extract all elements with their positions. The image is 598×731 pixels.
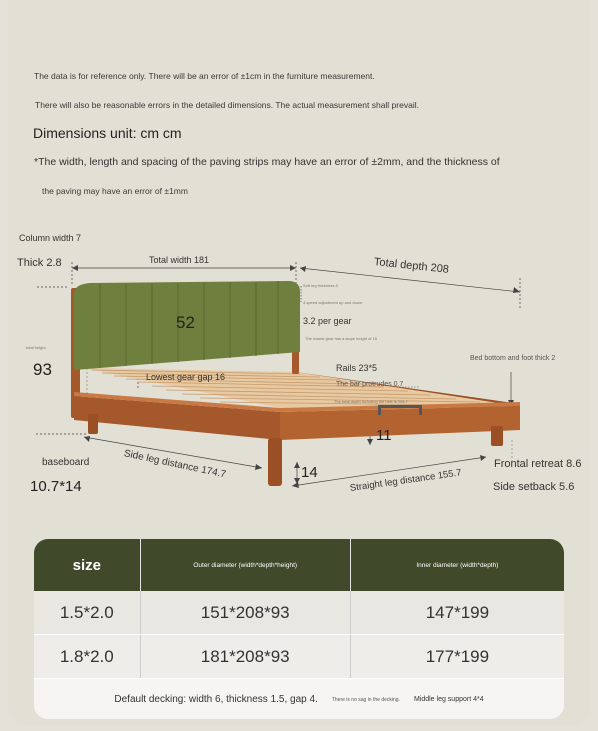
frontal-retreat-label: Frontal retreat 8.6: [494, 458, 582, 470]
baseboard-label: baseboard: [42, 457, 90, 468]
soft-leg-label: Soft leg thickness 8: [303, 283, 338, 288]
rail-height-label: 11: [376, 427, 392, 444]
lowest-gear-slope-label: The lowest gear has a slope height of 16: [305, 336, 378, 341]
straight-leg-distance-label: Straight leg distance 155.7: [349, 467, 463, 494]
thick-label: Thick 2.8: [17, 257, 62, 269]
cell-outer: 181*208*93: [140, 635, 350, 678]
side-leg-distance-label: Side leg distance 174.7: [122, 448, 227, 481]
rails-label: Rails 23*5: [336, 363, 378, 373]
cell-inner: 147*199: [350, 591, 564, 634]
note-error-1cm: The data is for reference only. There will be an error of ±1cm in the furniture measurement.: [34, 71, 375, 81]
cell-inner: 177*199: [350, 635, 564, 678]
table-row: [34, 591, 564, 634]
header-size: size: [72, 556, 101, 574]
speed-adjust-label: 4 speed adjustment up and down: [303, 300, 362, 305]
leg-height-label: 14: [301, 464, 318, 481]
no-sag-note: There is no sag in the decking.: [331, 696, 400, 703]
note-paving-strips: *The width, length and spacing of the paving strips may have an error of ±2mm, and the thickness of: [34, 156, 500, 168]
total-height-caption: total height: [26, 345, 46, 350]
table-header: [34, 539, 564, 591]
table-footer: [34, 678, 564, 719]
table-row: [34, 634, 564, 678]
bed-bottom-label: Bed bottom and foot thick 2: [470, 355, 556, 362]
total-depth-rails-label: The total depth including the rails is 208.7: [334, 399, 408, 404]
header-outer-diameter: Outer diameter (width*depth*height): [140, 539, 350, 591]
lowest-gear-gap-label: Lowest gear gap 16: [146, 372, 226, 382]
headboard-height-label: 52: [176, 313, 195, 332]
side-setback-label: Side setback 5.6: [493, 481, 575, 493]
note-paving-thickness: the paving may have an error of ±1mm: [42, 186, 188, 196]
default-decking-note: Default decking: width 6, thickness 1.5, gap 4.: [114, 694, 318, 705]
bar-protrudes-label: The bar protrudes 0.7: [336, 381, 404, 388]
total-depth-label: Total depth 208: [373, 256, 450, 276]
header-inner-diameter: Inner diameter (width*depth): [350, 539, 564, 591]
total-width-label: Total width 181: [149, 255, 210, 265]
middle-leg-note: Middle leg support 4*4: [413, 696, 484, 703]
dimensions-unit-heading: Dimensions unit: cm cm: [33, 125, 182, 141]
cell-outer: 151*208*93: [140, 591, 350, 634]
size-table: [34, 539, 564, 719]
note-reasonable-errors: There will also be reasonable errors in the detailed dimensions. The actual measurement shall prevail.: [35, 100, 419, 110]
baseboard-size-label: 10.7*14: [30, 478, 82, 495]
total-height-value: 93: [33, 360, 52, 379]
per-gear-label: 3.2 per gear: [303, 316, 352, 326]
cell-size: 1.8*2.0: [59, 646, 114, 666]
column-width-label: Column width 7: [19, 233, 82, 243]
cell-size: 1.5*2.0: [59, 602, 114, 622]
